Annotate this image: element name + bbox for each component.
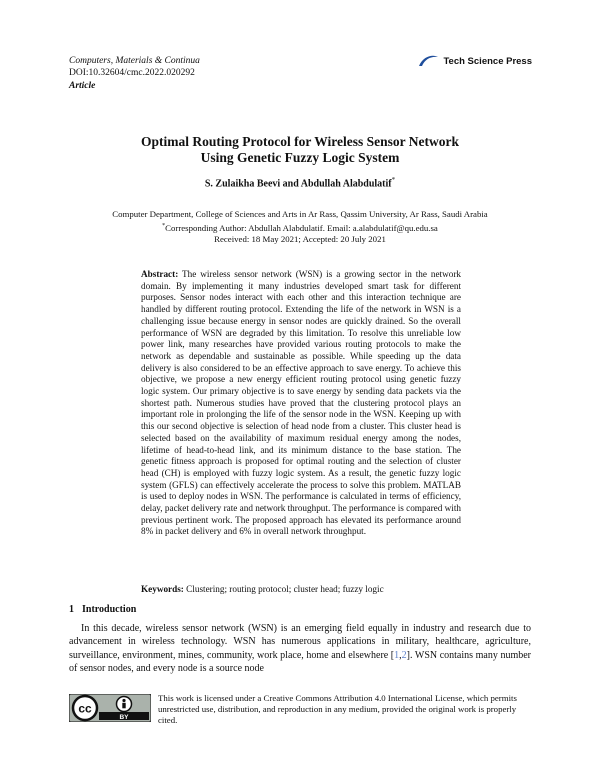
journal-name: Computers, Materials & Continua xyxy=(69,56,200,66)
author-mark: * xyxy=(391,176,396,184)
paper-title xyxy=(60,134,540,166)
abstract-label: Abstract: xyxy=(141,269,179,279)
publisher-logo xyxy=(417,54,532,68)
author-names: S. Zulaikha Beevi and Abdullah Alabdulatif xyxy=(204,178,392,190)
section-title: Introduction xyxy=(82,604,137,615)
abstract xyxy=(141,269,461,538)
affiliation-block xyxy=(60,209,540,245)
section-number: 1 xyxy=(69,604,74,615)
affiliation: Computer Department, College of Sciences and Arts in Ar Rass, Qassim University, Ar Rass, Saudi Arabia xyxy=(112,209,488,219)
corresponding-author xyxy=(60,221,540,234)
keywords xyxy=(141,584,461,594)
license-text: This work is licensed under a Creative Commons Attribution 4.0 International License, which permits unrestricted use, distribution, and reproduction in any medium, provided the original work is properly cited. xyxy=(158,693,517,726)
dates: Received: 18 May 2021; Accepted: 20 July 2021 xyxy=(214,233,386,244)
keywords-text: Clustering; routing protocol; cluster head; fuzzy logic xyxy=(186,584,384,594)
corresponding-mark: * xyxy=(162,222,166,229)
intro-paragraph xyxy=(69,622,531,675)
intro-text-before: In this decade, wireless sensor network (WSN) is an emerging field equally in industry and research due to advancement in wireless technology. WSN has numerous applications in military, healthcare, agriculture, surveillance, environment, mines, community, work place, home and elsewhere [ xyxy=(69,623,531,661)
authors xyxy=(60,176,540,189)
publisher-name: Tech Science Press xyxy=(443,55,532,67)
doi[interactable]: DOI:10.32604/cmc.2022.020292 xyxy=(69,68,195,78)
citation-2[interactable]: 2 xyxy=(401,649,407,661)
publisher-swoosh-icon xyxy=(417,54,439,68)
title-line-1: Optimal Routing Protocol for Wireless Sensor Network xyxy=(141,134,459,149)
citation-separator: , xyxy=(399,649,402,661)
article-type: Article xyxy=(69,81,96,91)
corresponding-text: Corresponding Author: Abdullah Alabdulatif. Email: a.alabdulatif@qu.edu.sa xyxy=(165,222,438,233)
abstract-text: The wireless sensor network (WSN) is a growing sector in the network domain. By implementing it many industries developed smart task for different purposes. Sensor nodes interact with each other and this interaction technique are handled by different routing protocol. Extending the life of the network in WSN is a challenging issue because energy in sensor nodes are quickly drained. So the overall performance of WSN are degraded by this limitation. To resolve this unreliable low power link, many researches have provided various routing protocols to make the network as dependable and sustainable as possible. While speeding up the data delivery is also considered to be an effective approach to save energy. To achieve this objective, we propose a new energy efficient routing protocol using genetic fuzzy logic system. Our primary objective is to save energy by sending data packets via the shortest path. Numerous studies have proved that the clustering protocol plays an important role in prolonging the life of the sensor node in the WSN. Keeping up with this our second objective is selection of head node from a cluster. This cluster head is selected based on the availability of maximum residual energy among the nodes, lifetime of head-to-head link, and its minimum distance to the base station. The genetic fitness approach is proposed for optimal routing and the selection of cluster head (CH) is employed with fuzzy logic system. As a result, the genetic fuzzy logic system (GFLS) can effectively accelerate the process to solve this problem. MATLAB is used to deploy nodes in WSN. The performance is calculated in terms of efficiency, delay, packet delivery rate and network throughput. The performance is compared with previous pertinent work. The proposed approach has elevated its performance around 8% in packet delivery and 6% in overall network throughput. xyxy=(141,269,461,537)
citation-1[interactable]: 1 xyxy=(394,649,400,661)
title-line-2: Using Genetic Fuzzy Logic System xyxy=(200,150,400,165)
section-heading xyxy=(69,604,136,615)
keywords-label: Keywords: xyxy=(141,584,184,594)
cc-by-license-icon[interactable] xyxy=(69,694,151,722)
intro-text-after: ]. WSN contains many number of sensor nodes, and every node is a source node xyxy=(69,649,531,674)
cc-logo-text: cc xyxy=(78,701,92,716)
by-logo-text: BY xyxy=(119,714,129,721)
